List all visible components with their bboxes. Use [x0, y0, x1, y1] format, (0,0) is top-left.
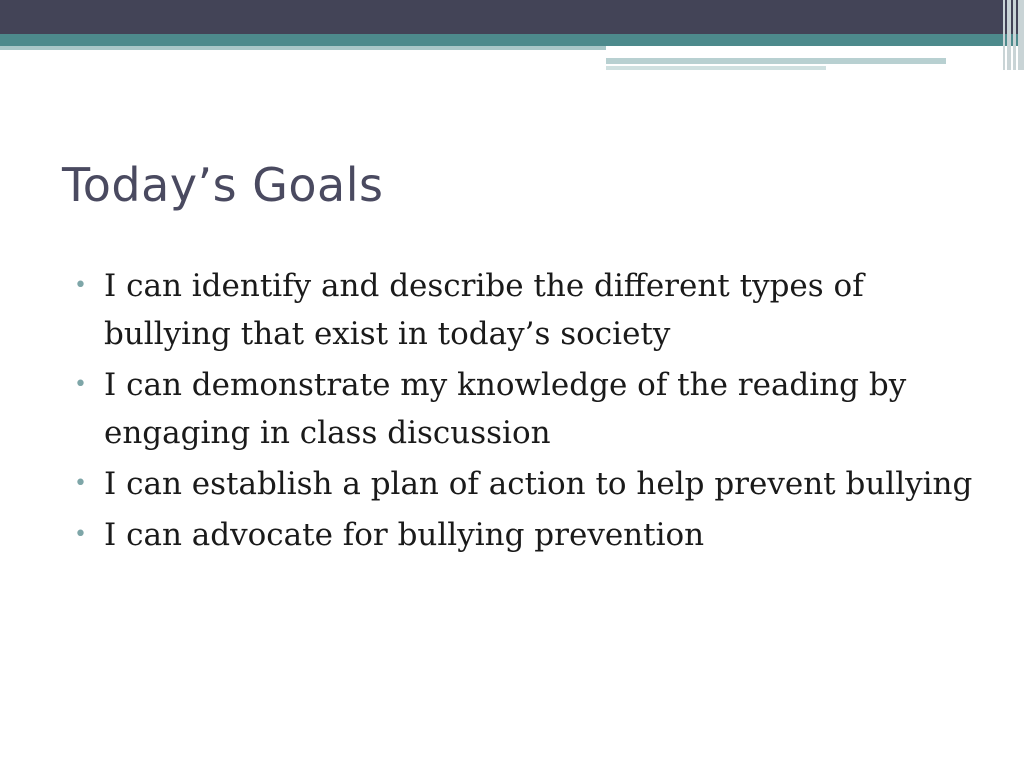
header-accent-bar — [606, 66, 826, 70]
bullet-list — [74, 262, 974, 562]
bullet-item — [74, 511, 974, 559]
header-accent-bar — [606, 46, 1024, 56]
bullet-icon: • — [74, 273, 87, 298]
bullet-text: I can identify and describe the different types of bullying that exist in today’s society — [104, 268, 864, 352]
bullet-item — [74, 460, 974, 508]
bullet-item — [74, 361, 974, 457]
bullet-item — [74, 262, 974, 358]
bullet-icon: • — [74, 522, 87, 547]
slide-title: Today’s Goals — [62, 158, 384, 212]
header-accent-bar — [606, 58, 946, 64]
bullet-icon: • — [74, 372, 87, 397]
bullet-text: I can demonstrate my knowledge of the reading by engaging in class discussion — [104, 367, 907, 451]
header-stripes — [994, 0, 1024, 70]
bullet-text: I can advocate for bullying prevention — [104, 517, 705, 553]
header-bar-teal — [0, 34, 1024, 46]
header-bar-teal-light — [0, 46, 606, 50]
bullet-icon: • — [74, 471, 87, 496]
bullet-text: I can establish a plan of action to help prevent bullying — [104, 466, 973, 502]
header-bar-dark — [0, 0, 1024, 34]
